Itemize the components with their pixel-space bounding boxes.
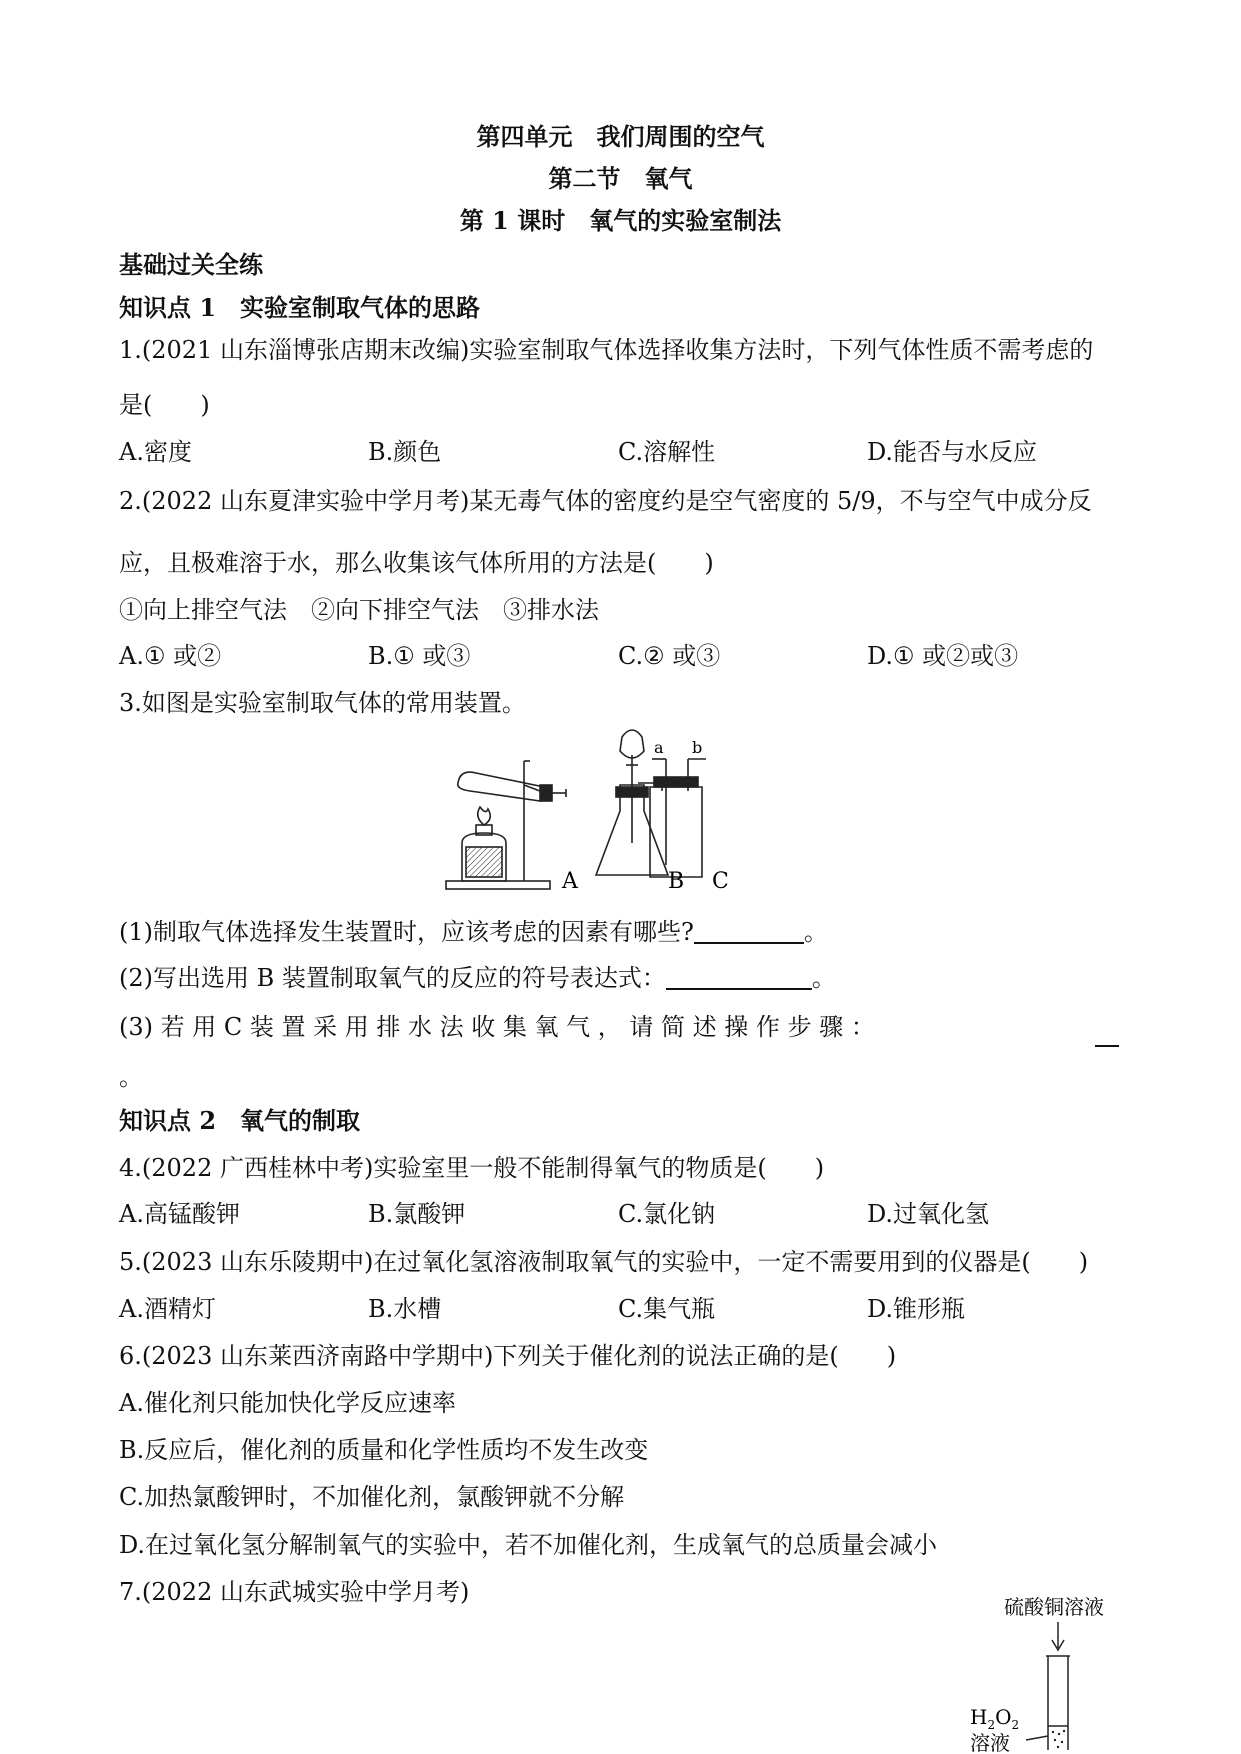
q4-option: B.氯酸钾 [368, 1200, 466, 1228]
q4-option: A.高锰酸钾 [119, 1200, 240, 1228]
label-a: A [562, 869, 578, 894]
q5-option: A.酒精灯 [119, 1295, 216, 1323]
q1-option: C.溶解性 [618, 438, 716, 466]
section-title: 第二节 氧气 [548, 164, 693, 193]
q3-sub1 [119, 917, 828, 947]
practice-heading: 基础过关全练 [119, 250, 263, 279]
q7-stem: 7.(2022 山东武城实验中学月考) [119, 1578, 470, 1606]
q1-stem-line1: 1.(2021 山东淄博张店期末改编)实验室制取气体选择收集方法时，下列气体性质不需考虑的 [119, 336, 1094, 364]
q2-stem-line2: 应，且极难溶于水，那么收集该气体所用的方法是( ) [119, 549, 714, 577]
solution-label: 溶液 [970, 1731, 1010, 1754]
q2-option: A.① 或② [119, 642, 222, 670]
q3-stem: 3.如图是实验室制取气体的常用装置。 [119, 689, 526, 717]
q3-sub2 [119, 963, 836, 993]
separatory-funnel [620, 730, 644, 758]
q6-option: D.在过氧化氢分解制氧气的实验中，若不加催化剂，生成氧气的总质量会减小 [119, 1531, 938, 1559]
q5-stem: 5.(2023 山东乐陵期中)在过氧化氢溶液制取氧气的实验中，一定不需要用到的仪器是( ) [119, 1248, 1089, 1276]
q4-option: C.氯化钠 [618, 1200, 716, 1228]
q3-sub1-text: (1)制取气体选择发生装置时，应该考虑的因素有哪些? [119, 918, 694, 946]
q3-sub3-answer-blank[interactable] [1095, 1021, 1119, 1047]
q3-sub2-answer-blank[interactable] [666, 964, 812, 990]
q3-sub2-end: 。 [811, 964, 836, 992]
label-c: C [712, 869, 729, 894]
stopper-a [540, 785, 552, 801]
q2-option: D.① 或②或③ [867, 642, 1019, 670]
q6-option: A.催化剂只能加快化学反应速率 [119, 1389, 456, 1417]
q3-sub1-answer-blank[interactable] [694, 918, 804, 944]
q1-stem-line2: 是( ) [119, 391, 210, 419]
lesson-title: 第 1 课时 氧气的实验室制法 [459, 206, 782, 235]
unit-title: 第四单元 我们周围的空气 [476, 122, 765, 151]
q3-sub1-end: 。 [803, 918, 828, 946]
q4-option: D.过氧化氢 [867, 1200, 990, 1228]
q3-sub3-line1: (3) 若 用 C 装 置 采 用 排 水 法 收 集 氧 气 ， 请 简 述 操 作 步 骤 ： [119, 1013, 875, 1041]
q5-option: D.锥形瓶 [867, 1295, 966, 1323]
label-b: B [668, 869, 685, 894]
q2-stem-line1: 2.(2022 山东夏津实验中学月考)某无毒气体的密度约是空气密度的 5/9，不与空气中成分反 [119, 487, 1092, 515]
q3-sub2-text: (2)写出选用 B 装置制取氧气的反应的符号表达式： [119, 964, 666, 992]
q5-option: C.集气瓶 [618, 1295, 716, 1323]
q2-option: C.② 或③ [618, 642, 721, 670]
test-tube [458, 772, 544, 801]
kp1-heading: 知识点 1 实验室制取气体的思路 [119, 293, 481, 322]
q2-methods: ①向上排空气法 ②向下排空气法 ③排水法 [119, 596, 599, 624]
label-pipe-a: a [654, 738, 664, 757]
q3-apparatus-figure [440, 725, 820, 895]
label-pipe-b: b [692, 738, 703, 757]
kp2-heading: 知识点 2 氧气的制取 [119, 1106, 361, 1135]
reagent-label: 硫酸铜溶液 [1004, 1595, 1104, 1619]
q1-option: D.能否与水反应 [867, 438, 1038, 466]
h2o2-label: $H_2O_2$ [970, 1705, 1020, 1732]
q2-option: B.① 或③ [368, 642, 471, 670]
q6-option: C.加热氯酸钾时，不加催化剂，氯酸钾就不分解 [119, 1483, 625, 1511]
q6-option: B.反应后，催化剂的质量和化学性质均不发生改变 [119, 1436, 649, 1464]
q4-stem: 4.(2022 广西桂林中考)实验室里一般不能制得氧气的物质是( ) [119, 1154, 825, 1182]
q5-option: B.水槽 [368, 1295, 442, 1323]
test-tube [1048, 1656, 1068, 1750]
q6-stem: 6.(2023 山东莱西济南路中学期中)下列关于催化剂的说法正确的是( ) [119, 1342, 897, 1370]
q3-sub3-line2: 。 [119, 1063, 143, 1091]
q7-test-tube-figure [960, 1590, 1120, 1754]
q1-option: B.颜色 [368, 438, 442, 466]
stopper-c [654, 777, 698, 787]
q1-option: A.密度 [119, 438, 192, 466]
stand-base [446, 881, 550, 889]
